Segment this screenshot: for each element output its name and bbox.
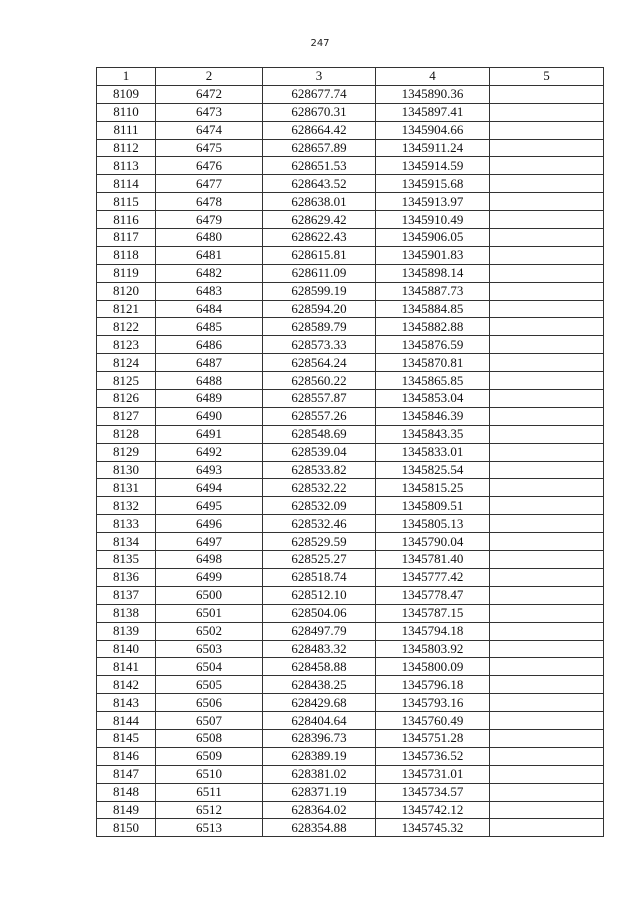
table-cell: 8110 <box>97 103 156 121</box>
table-cell: 8133 <box>97 515 156 533</box>
column-header: 4 <box>376 68 490 86</box>
table-cell: 6480 <box>156 229 263 247</box>
table-cell: 1345897.41 <box>376 103 490 121</box>
table-row <box>97 85 604 103</box>
table-row <box>97 783 604 801</box>
table-cell <box>490 193 604 211</box>
table-cell: 628381.02 <box>263 765 376 783</box>
table-cell: 628404.64 <box>263 712 376 730</box>
table-cell: 1345913.97 <box>376 193 490 211</box>
table-cell <box>490 783 604 801</box>
table-cell: 8109 <box>97 85 156 103</box>
table-cell: 6500 <box>156 586 263 604</box>
table-cell: 6511 <box>156 783 263 801</box>
table-cell <box>490 604 604 622</box>
table-cell: 6502 <box>156 622 263 640</box>
table-cell: 6497 <box>156 533 263 551</box>
table-cell: 8119 <box>97 264 156 282</box>
table-row <box>97 103 604 121</box>
table-row <box>97 246 604 264</box>
table-cell: 8140 <box>97 640 156 658</box>
table-cell: 6503 <box>156 640 263 658</box>
table-row <box>97 694 604 712</box>
table-cell: 1345787.15 <box>376 604 490 622</box>
table-cell: 1345846.39 <box>376 407 490 425</box>
table-cell: 8143 <box>97 694 156 712</box>
table-row <box>97 515 604 533</box>
table-row <box>97 318 604 336</box>
table-cell: 8148 <box>97 783 156 801</box>
table-cell: 1345790.04 <box>376 533 490 551</box>
table-row <box>97 604 604 622</box>
table-cell <box>490 318 604 336</box>
table-cell: 8132 <box>97 497 156 515</box>
table-cell: 1345825.54 <box>376 461 490 479</box>
table-cell <box>490 747 604 765</box>
table-row <box>97 336 604 354</box>
table-cell: 8117 <box>97 229 156 247</box>
table-cell: 6488 <box>156 372 263 390</box>
table-cell: 6491 <box>156 425 263 443</box>
table-cell <box>490 676 604 694</box>
table-cell: 1345742.12 <box>376 801 490 819</box>
table-cell <box>490 390 604 408</box>
table-cell: 1345887.73 <box>376 282 490 300</box>
table-cell: 1345833.01 <box>376 443 490 461</box>
table-cell: 1345870.81 <box>376 354 490 372</box>
table-cell: 6486 <box>156 336 263 354</box>
table-cell <box>490 640 604 658</box>
table-cell: 8136 <box>97 568 156 586</box>
table-cell <box>490 229 604 247</box>
table-row <box>97 193 604 211</box>
table-cell <box>490 85 604 103</box>
table-cell <box>490 443 604 461</box>
table-cell: 628396.73 <box>263 729 376 747</box>
table-cell: 628438.25 <box>263 676 376 694</box>
table-row <box>97 479 604 497</box>
table-cell: 628458.88 <box>263 658 376 676</box>
table-cell <box>490 622 604 640</box>
table-cell <box>490 211 604 229</box>
table-row <box>97 640 604 658</box>
table-cell: 6475 <box>156 139 263 157</box>
table-cell: 8123 <box>97 336 156 354</box>
table-cell <box>490 801 604 819</box>
table-cell: 628504.06 <box>263 604 376 622</box>
table-cell: 628560.22 <box>263 372 376 390</box>
table-cell: 6489 <box>156 390 263 408</box>
table-cell: 628599.19 <box>263 282 376 300</box>
table-cell: 8115 <box>97 193 156 211</box>
table-cell: 8135 <box>97 551 156 569</box>
table-cell: 1345760.49 <box>376 712 490 730</box>
table-cell: 628594.20 <box>263 300 376 318</box>
table-cell: 1345865.85 <box>376 372 490 390</box>
table-cell: 1345736.52 <box>376 747 490 765</box>
table-row <box>97 175 604 193</box>
table-cell: 628389.19 <box>263 747 376 765</box>
table-cell: 1345796.18 <box>376 676 490 694</box>
column-header: 5 <box>490 68 604 86</box>
table-cell: 8144 <box>97 712 156 730</box>
table-cell <box>490 300 604 318</box>
table-cell: 6490 <box>156 407 263 425</box>
table-cell: 8113 <box>97 157 156 175</box>
table-cell: 628497.79 <box>263 622 376 640</box>
table-cell <box>490 479 604 497</box>
table-row <box>97 747 604 765</box>
table-cell: 1345805.13 <box>376 515 490 533</box>
table-cell: 8137 <box>97 586 156 604</box>
table-row <box>97 658 604 676</box>
table-row <box>97 676 604 694</box>
table-cell: 1345843.35 <box>376 425 490 443</box>
table-cell: 628532.09 <box>263 497 376 515</box>
table-cell: 8118 <box>97 246 156 264</box>
table-row <box>97 622 604 640</box>
table-cell <box>490 551 604 569</box>
table-cell: 628529.59 <box>263 533 376 551</box>
table-cell: 1345800.09 <box>376 658 490 676</box>
table-cell <box>490 372 604 390</box>
table-row <box>97 264 604 282</box>
table-cell: 628533.82 <box>263 461 376 479</box>
table-cell: 8149 <box>97 801 156 819</box>
table-row <box>97 354 604 372</box>
table-cell: 1345734.57 <box>376 783 490 801</box>
table-cell: 1345803.92 <box>376 640 490 658</box>
table-cell <box>490 354 604 372</box>
table-cell: 628532.22 <box>263 479 376 497</box>
table-row <box>97 568 604 586</box>
table-cell: 628532.46 <box>263 515 376 533</box>
table-cell: 8130 <box>97 461 156 479</box>
column-header: 2 <box>156 68 263 86</box>
table-cell: 6498 <box>156 551 263 569</box>
table-cell: 6512 <box>156 801 263 819</box>
table-cell: 1345751.28 <box>376 729 490 747</box>
table-cell: 628638.01 <box>263 193 376 211</box>
table-cell: 8120 <box>97 282 156 300</box>
table-cell: 6487 <box>156 354 263 372</box>
table-row <box>97 407 604 425</box>
table-cell: 628643.52 <box>263 175 376 193</box>
table-cell: 6509 <box>156 747 263 765</box>
table-row <box>97 801 604 819</box>
table-cell: 628664.42 <box>263 121 376 139</box>
table-row <box>97 443 604 461</box>
table-cell: 1345777.42 <box>376 568 490 586</box>
table-row <box>97 551 604 569</box>
table-cell: 8114 <box>97 175 156 193</box>
table-cell <box>490 246 604 264</box>
table-cell: 1345815.25 <box>376 479 490 497</box>
table-cell <box>490 729 604 747</box>
table-cell: 1345794.18 <box>376 622 490 640</box>
table-cell: 628629.42 <box>263 211 376 229</box>
table-cell: 6485 <box>156 318 263 336</box>
table-cell: 8138 <box>97 604 156 622</box>
table-cell: 628512.10 <box>263 586 376 604</box>
table-cell <box>490 765 604 783</box>
table-cell: 628371.19 <box>263 783 376 801</box>
table-cell <box>490 586 604 604</box>
table-cell: 628670.31 <box>263 103 376 121</box>
table-cell <box>490 121 604 139</box>
table-cell: 8146 <box>97 747 156 765</box>
table-row <box>97 229 604 247</box>
table-cell: 8121 <box>97 300 156 318</box>
table-cell: 6513 <box>156 819 263 837</box>
table-cell: 8126 <box>97 390 156 408</box>
table-cell: 6495 <box>156 497 263 515</box>
table-cell: 1345901.83 <box>376 246 490 264</box>
table-cell <box>490 157 604 175</box>
table-cell: 1345911.24 <box>376 139 490 157</box>
table-cell: 8112 <box>97 139 156 157</box>
table-row <box>97 372 604 390</box>
table-cell <box>490 407 604 425</box>
table-cell: 8116 <box>97 211 156 229</box>
table-cell: 628483.32 <box>263 640 376 658</box>
table-cell: 1345745.32 <box>376 819 490 837</box>
table-cell: 1345793.16 <box>376 694 490 712</box>
table-cell: 6482 <box>156 264 263 282</box>
table-row <box>97 765 604 783</box>
table-cell: 1345876.59 <box>376 336 490 354</box>
table-cell: 628429.68 <box>263 694 376 712</box>
table-cell: 6494 <box>156 479 263 497</box>
table-cell: 8125 <box>97 372 156 390</box>
table-cell <box>490 694 604 712</box>
table-cell: 6493 <box>156 461 263 479</box>
table-cell: 1345884.85 <box>376 300 490 318</box>
table-cell <box>490 282 604 300</box>
table-cell: 628622.43 <box>263 229 376 247</box>
table-cell: 6473 <box>156 103 263 121</box>
table-cell: 8129 <box>97 443 156 461</box>
table-cell <box>490 658 604 676</box>
table-cell: 628573.33 <box>263 336 376 354</box>
table-cell: 8124 <box>97 354 156 372</box>
table-cell: 628525.27 <box>263 551 376 569</box>
table-row <box>97 425 604 443</box>
table-cell: 6496 <box>156 515 263 533</box>
table-cell <box>490 712 604 730</box>
coordinates-table <box>96 67 604 837</box>
table-row <box>97 211 604 229</box>
table-row <box>97 533 604 551</box>
table-row <box>97 819 604 837</box>
table-cell: 628548.69 <box>263 425 376 443</box>
table-row <box>97 497 604 515</box>
table-cell: 6476 <box>156 157 263 175</box>
table-cell <box>490 175 604 193</box>
table-cell <box>490 425 604 443</box>
table-cell: 628651.53 <box>263 157 376 175</box>
table-cell <box>490 264 604 282</box>
table-cell: 6478 <box>156 193 263 211</box>
table-cell: 628677.74 <box>263 85 376 103</box>
table-cell: 628564.24 <box>263 354 376 372</box>
table-body <box>97 85 604 836</box>
table-row <box>97 586 604 604</box>
table-row <box>97 390 604 408</box>
table-row <box>97 461 604 479</box>
table-cell: 6506 <box>156 694 263 712</box>
table-cell: 1345731.01 <box>376 765 490 783</box>
column-header: 1 <box>97 68 156 86</box>
table-cell: 628557.26 <box>263 407 376 425</box>
table-row <box>97 282 604 300</box>
table-cell: 6501 <box>156 604 263 622</box>
column-header: 3 <box>263 68 376 86</box>
table-cell: 6510 <box>156 765 263 783</box>
table-cell: 8145 <box>97 729 156 747</box>
page-number: 247 <box>310 38 330 49</box>
table-cell: 1345915.68 <box>376 175 490 193</box>
table-cell: 6474 <box>156 121 263 139</box>
table-row <box>97 121 604 139</box>
table-cell: 8111 <box>97 121 156 139</box>
table-cell: 1345906.05 <box>376 229 490 247</box>
table-cell: 6479 <box>156 211 263 229</box>
table-cell: 1345898.14 <box>376 264 490 282</box>
table-cell: 8142 <box>97 676 156 694</box>
table-cell: 8141 <box>97 658 156 676</box>
table-cell: 6505 <box>156 676 263 694</box>
table-cell <box>490 461 604 479</box>
table-cell: 6504 <box>156 658 263 676</box>
table-cell: 1345904.66 <box>376 121 490 139</box>
table-cell <box>490 139 604 157</box>
table-cell: 1345890.36 <box>376 85 490 103</box>
table-cell: 8128 <box>97 425 156 443</box>
table-cell: 1345910.49 <box>376 211 490 229</box>
table-cell <box>490 568 604 586</box>
table-cell: 6477 <box>156 175 263 193</box>
table-row <box>97 712 604 730</box>
table-cell <box>490 533 604 551</box>
table-cell: 8122 <box>97 318 156 336</box>
table-cell: 6492 <box>156 443 263 461</box>
table-cell: 628615.81 <box>263 246 376 264</box>
table-cell: 8139 <box>97 622 156 640</box>
table-cell: 628657.89 <box>263 139 376 157</box>
table-cell <box>490 336 604 354</box>
table-cell: 8134 <box>97 533 156 551</box>
table-cell: 1345781.40 <box>376 551 490 569</box>
table-cell: 628557.87 <box>263 390 376 408</box>
table-row <box>97 157 604 175</box>
table-cell: 6499 <box>156 568 263 586</box>
table-cell: 6472 <box>156 85 263 103</box>
table-cell <box>490 497 604 515</box>
table-cell: 628364.02 <box>263 801 376 819</box>
table-cell <box>490 819 604 837</box>
table-cell: 1345882.88 <box>376 318 490 336</box>
table-cell: 8127 <box>97 407 156 425</box>
table-row <box>97 300 604 318</box>
table-cell: 1345914.59 <box>376 157 490 175</box>
table-cell: 1345809.51 <box>376 497 490 515</box>
table-cell: 6508 <box>156 729 263 747</box>
table-cell <box>490 515 604 533</box>
table-cell: 8147 <box>97 765 156 783</box>
table-row <box>97 139 604 157</box>
table-cell: 1345853.04 <box>376 390 490 408</box>
table-cell: 6483 <box>156 282 263 300</box>
table-header-row <box>97 68 604 86</box>
table-cell: 628589.79 <box>263 318 376 336</box>
table-cell: 6481 <box>156 246 263 264</box>
table-cell: 8131 <box>97 479 156 497</box>
table-cell: 628611.09 <box>263 264 376 282</box>
table-cell: 628354.88 <box>263 819 376 837</box>
table-row <box>97 729 604 747</box>
table-cell: 628518.74 <box>263 568 376 586</box>
table-cell: 1345778.47 <box>376 586 490 604</box>
table-cell: 628539.04 <box>263 443 376 461</box>
table-cell <box>490 103 604 121</box>
table-cell: 6484 <box>156 300 263 318</box>
table-cell: 8150 <box>97 819 156 837</box>
table-cell: 6507 <box>156 712 263 730</box>
